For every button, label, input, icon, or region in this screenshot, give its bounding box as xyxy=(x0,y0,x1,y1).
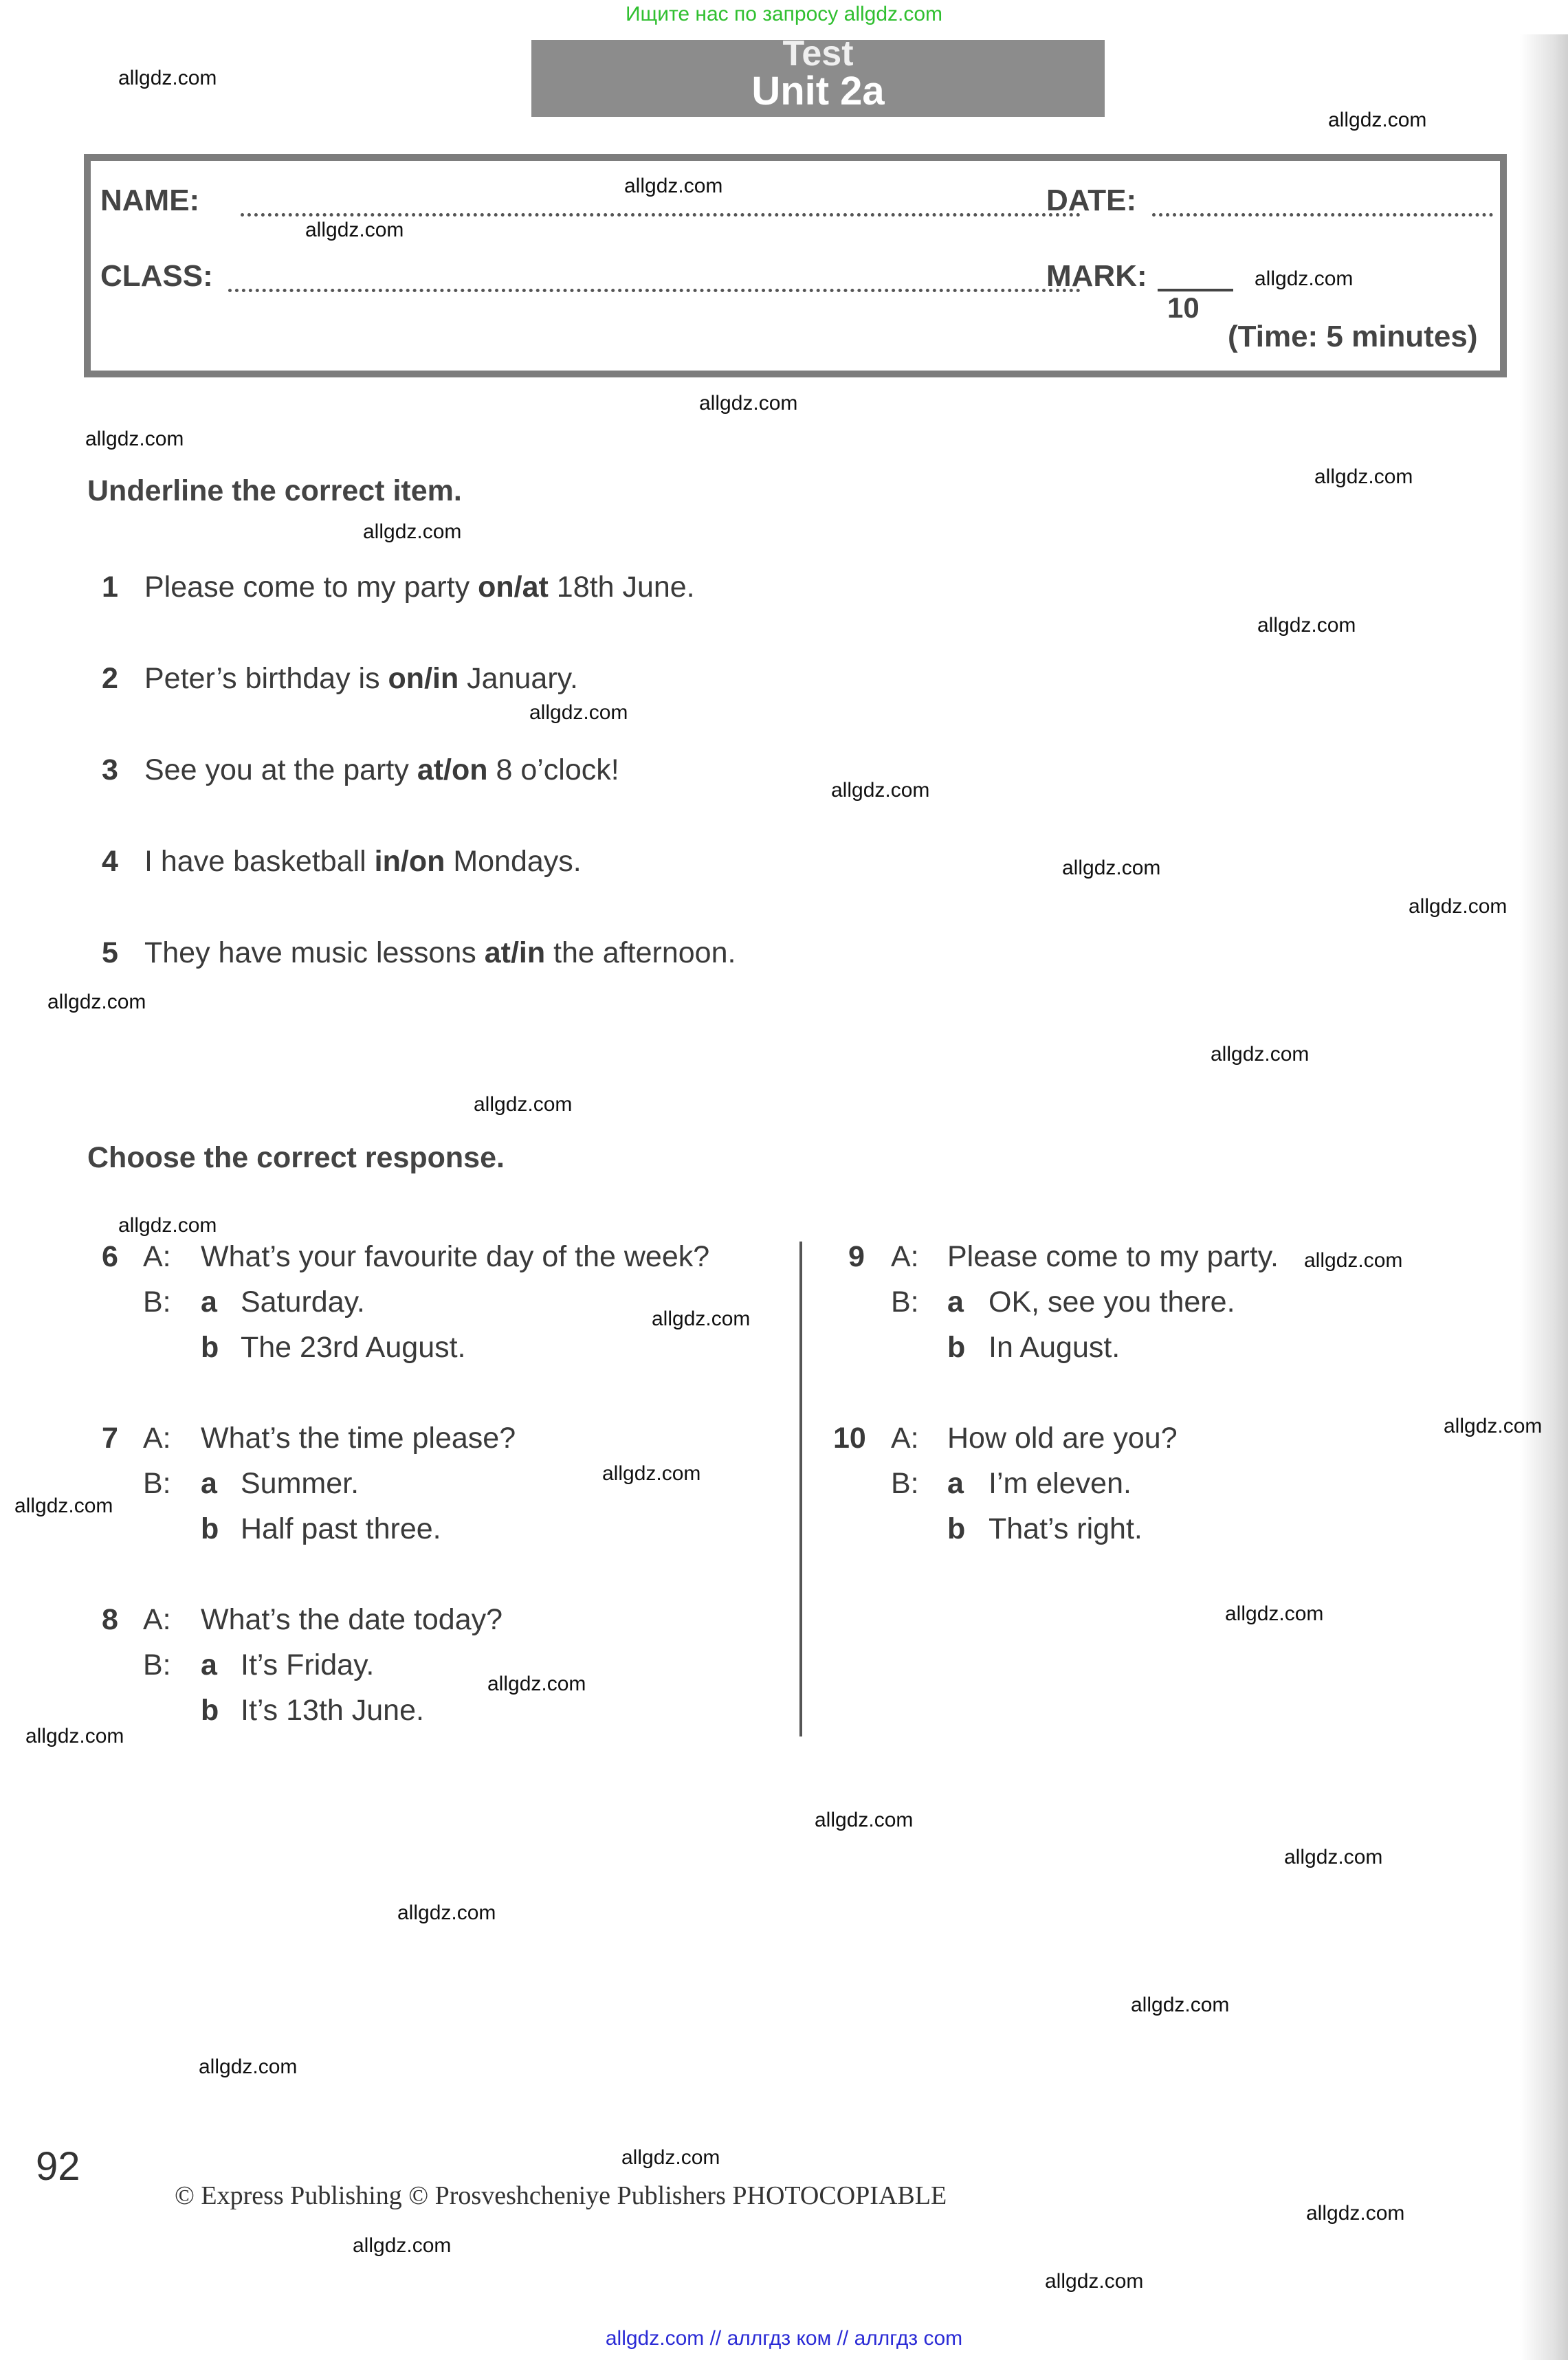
watermark: allgdz.com xyxy=(1045,2270,1144,2293)
watermark: allgdz.com xyxy=(305,219,404,241)
student-info-box xyxy=(84,154,1507,377)
dialogue-question: What’s the time please? xyxy=(201,1422,516,1455)
option-a-letter: a xyxy=(201,1467,217,1500)
question-2: 2 Peter’s birthday is on/in January. xyxy=(102,662,578,695)
watermark: allgdz.com xyxy=(831,779,930,802)
option-a-answer[interactable]: It’s Friday. xyxy=(241,1648,375,1681)
watermark: allgdz.com xyxy=(118,67,217,89)
dialogue-question: What’s the date today? xyxy=(201,1603,503,1636)
watermark: allgdz.com xyxy=(47,991,146,1013)
dialogue-question: Please come to my party. xyxy=(947,1240,1279,1273)
question-3: 3 See you at the party at/on 8 o’clock! xyxy=(102,753,619,786)
answer-options[interactable]: at/on xyxy=(417,753,488,786)
option-a-answer[interactable]: Summer. xyxy=(241,1467,360,1500)
watermark: allgdz.com xyxy=(1255,267,1354,290)
option-b-letter: b xyxy=(201,1331,219,1364)
watermark: allgdz.com xyxy=(199,2055,298,2078)
dialogue-question: What’s your favourite day of the week? xyxy=(201,1240,710,1273)
column-divider xyxy=(799,1242,802,1736)
watermark: allgdz.com xyxy=(624,175,723,197)
option-a-answer[interactable]: OK, see you there. xyxy=(989,1286,1235,1319)
option-a-letter: a xyxy=(201,1648,217,1681)
watermark: allgdz.com xyxy=(815,1809,914,1831)
answer-options[interactable]: at/in xyxy=(484,936,546,969)
option-b-answer[interactable]: It’s 13th June. xyxy=(241,1694,424,1727)
speaker-b-label: B: xyxy=(891,1286,919,1319)
page-edge-shadow xyxy=(1520,34,1568,2360)
speaker-a-label: A: xyxy=(143,1422,171,1455)
question-number: 7 xyxy=(102,1422,118,1455)
watermark: allgdz.com xyxy=(14,1495,113,1517)
watermark: allgdz.com xyxy=(1304,1249,1403,1272)
watermark: allgdz.com xyxy=(1444,1415,1543,1437)
speaker-a-label: A: xyxy=(891,1422,919,1455)
watermark: allgdz.com xyxy=(363,520,462,543)
option-b-answer[interactable]: The 23rd August. xyxy=(241,1331,466,1364)
footer-links[interactable]: allgdz.com // аллгдз ком // аллгдз com xyxy=(605,2327,963,2350)
speaker-a-label: A: xyxy=(891,1240,919,1273)
question-number: 6 xyxy=(102,1240,118,1273)
name-label: NAME: xyxy=(100,184,200,217)
question-1: 1 Please come to my party on/at 18th June. xyxy=(102,571,695,604)
option-a-letter: a xyxy=(947,1467,964,1500)
watermark: allgdz.com xyxy=(1306,2202,1405,2225)
option-b-answer[interactable]: In August. xyxy=(989,1331,1120,1364)
option-a-letter: a xyxy=(201,1286,217,1319)
speaker-b-label: B: xyxy=(891,1467,919,1500)
watermark: allgdz.com xyxy=(474,1093,573,1116)
section2-title: Choose the correct response. xyxy=(87,1141,505,1174)
name-field[interactable] xyxy=(241,213,1081,217)
watermark: allgdz.com xyxy=(487,1673,586,1695)
option-b-letter: b xyxy=(201,1512,219,1545)
option-b-answer[interactable]: That’s right. xyxy=(989,1512,1142,1545)
unit-title: Unit 2a xyxy=(751,69,885,113)
question-5: 5 They have music lessons at/in the afternoon. xyxy=(102,936,736,969)
option-b-letter: b xyxy=(947,1331,966,1364)
watermark: allgdz.com xyxy=(1314,465,1413,488)
watermark: allgdz.com xyxy=(353,2234,452,2257)
answer-options[interactable]: in/on xyxy=(374,845,445,878)
time-limit: (Time: 5 minutes) xyxy=(1228,320,1478,353)
question-number: 8 xyxy=(102,1603,118,1636)
watermark: allgdz.com xyxy=(699,392,798,415)
option-a-answer[interactable]: Saturday. xyxy=(241,1286,365,1319)
option-b-letter: b xyxy=(947,1512,966,1545)
question-number: 9 xyxy=(848,1240,865,1273)
top-banner[interactable]: Ищите нас по запросу allgdz.com xyxy=(625,3,943,25)
test-header xyxy=(531,34,1105,117)
class-field[interactable] xyxy=(228,289,1081,292)
speaker-a-label: A: xyxy=(143,1603,171,1636)
question-number: 10 xyxy=(833,1422,866,1455)
option-a-letter: a xyxy=(947,1286,964,1319)
watermark: allgdz.com xyxy=(652,1308,751,1330)
watermark: allgdz.com xyxy=(1062,857,1161,879)
speaker-b-label: B: xyxy=(143,1286,171,1319)
speaker-b-label: B: xyxy=(143,1648,171,1681)
question-number: 5 xyxy=(102,936,118,969)
watermark: allgdz.com xyxy=(602,1462,701,1485)
watermark: allgdz.com xyxy=(118,1214,217,1237)
answer-options[interactable]: on/in xyxy=(388,662,459,695)
watermark: allgdz.com xyxy=(85,428,184,450)
copyright-notice: © Express Publishing © Prosveshcheniye Publishers PHOTOCOPIABLE xyxy=(175,2181,947,2210)
watermark: allgdz.com xyxy=(397,1901,496,1924)
option-b-answer[interactable]: Half past three. xyxy=(241,1512,441,1545)
mark-denominator: 10 xyxy=(1167,291,1200,324)
date-label: DATE: xyxy=(1046,184,1137,217)
speaker-b-label: B: xyxy=(143,1467,171,1500)
test-title: Test xyxy=(782,34,854,74)
question-number: 1 xyxy=(102,571,118,604)
question-number: 4 xyxy=(102,845,118,878)
date-field[interactable] xyxy=(1152,213,1493,217)
option-b-letter: b xyxy=(201,1694,219,1727)
speaker-a-label: A: xyxy=(143,1240,171,1273)
class-label: CLASS: xyxy=(100,259,213,293)
watermark: allgdz.com xyxy=(1211,1043,1310,1066)
watermark: allgdz.com xyxy=(1225,1602,1324,1625)
question-number: 3 xyxy=(102,753,118,786)
watermark: allgdz.com xyxy=(621,2146,720,2169)
option-a-answer[interactable]: I’m eleven. xyxy=(989,1467,1131,1500)
section1-title: Underline the correct item. xyxy=(87,474,462,507)
watermark: allgdz.com xyxy=(25,1725,124,1747)
mark-label: MARK: xyxy=(1046,259,1147,293)
question-number: 2 xyxy=(102,662,118,695)
dialogue-question: How old are you? xyxy=(947,1422,1178,1455)
watermark: allgdz.com xyxy=(1409,895,1508,918)
watermark: allgdz.com xyxy=(529,701,628,724)
watermark: allgdz.com xyxy=(1328,109,1427,131)
answer-options[interactable]: on/at xyxy=(478,571,549,604)
page-number: 92 xyxy=(36,2144,80,2189)
watermark: allgdz.com xyxy=(1257,614,1356,637)
watermark: allgdz.com xyxy=(1284,1846,1383,1868)
watermark: allgdz.com xyxy=(1131,1994,1230,2016)
question-4: 4 I have basketball in/on Mondays. xyxy=(102,845,582,878)
